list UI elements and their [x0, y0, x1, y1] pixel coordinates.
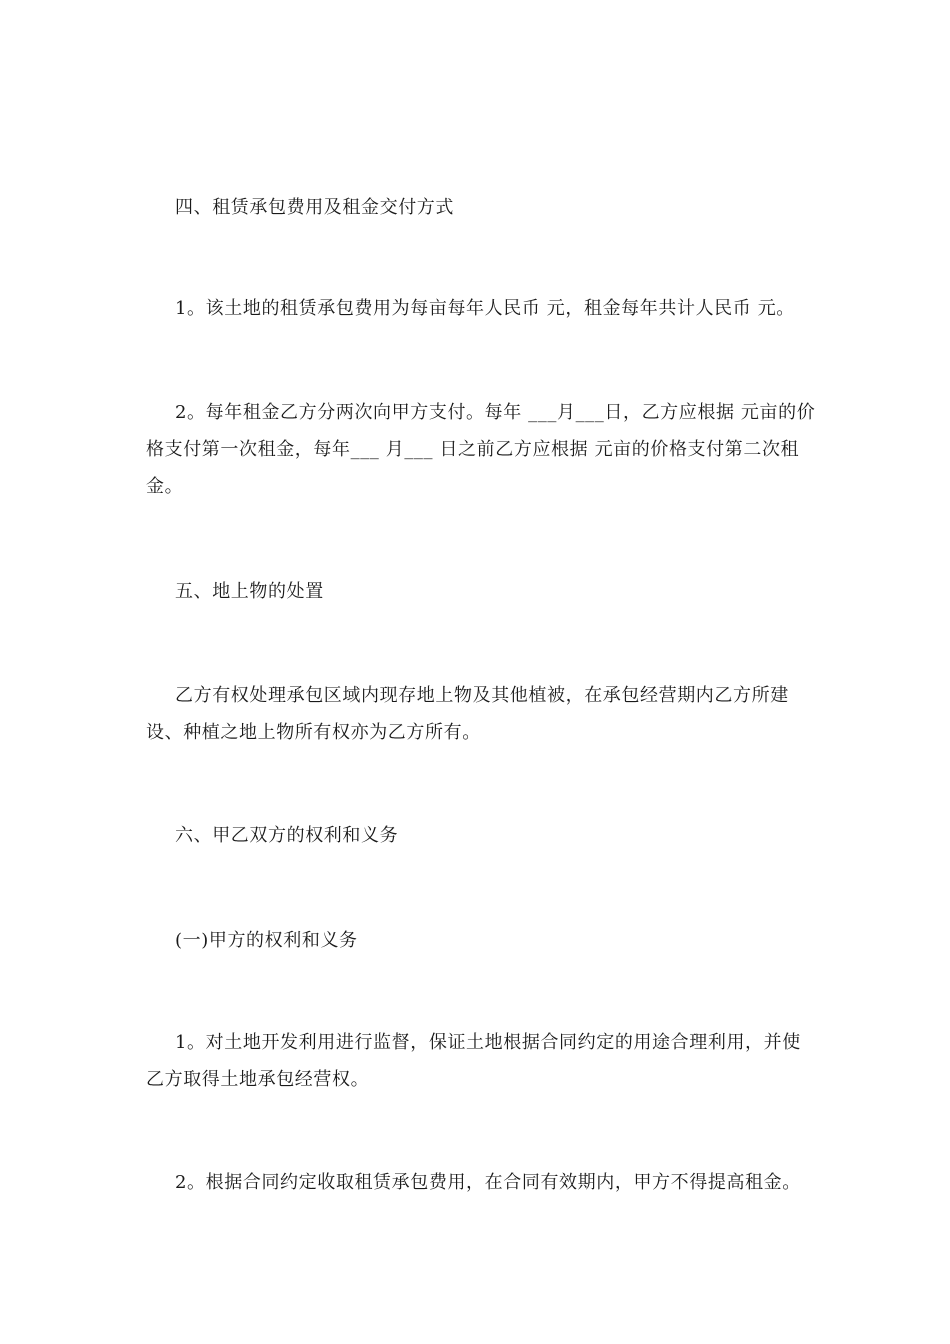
section-6-item-1: 1。对土地开发利用进行监督，保证土地根据合同约定的用途合理利用，并使乙方取得土地承包经营权。: [146, 1032, 801, 1090]
section-6-heading: 六、甲乙双方的权利和义务: [175, 825, 399, 846]
section-4-item-1: 1。该土地的租赁承包费用为每亩每年人民币 元，租金每年共计人民币 元。: [175, 298, 795, 319]
section-4-item-2: 2。每年租金乙方分两次向甲方支付。每年 ___月___日，乙方应根据 元亩的价格支付第一次租金，每年___ 月___ 日之前乙方应根据 元亩的价格支付第二次租金。: [146, 402, 816, 497]
section-6-subheading: (一)甲方的权利和义务: [175, 930, 358, 951]
section-6-item-2: 2。根据合同约定收取租赁承包费用，在合同有效期内，甲方不得提高租金。: [175, 1172, 801, 1193]
section-5-body: 乙方有权处理承包区域内现存地上物及其他植被，在承包经营期内乙方所建设、种植之地上物所有权亦为乙方所有。: [146, 685, 789, 743]
section-4-heading: 四、租赁承包费用及租金交付方式: [175, 197, 454, 218]
section-5-heading: 五、地上物的处置: [175, 581, 324, 602]
